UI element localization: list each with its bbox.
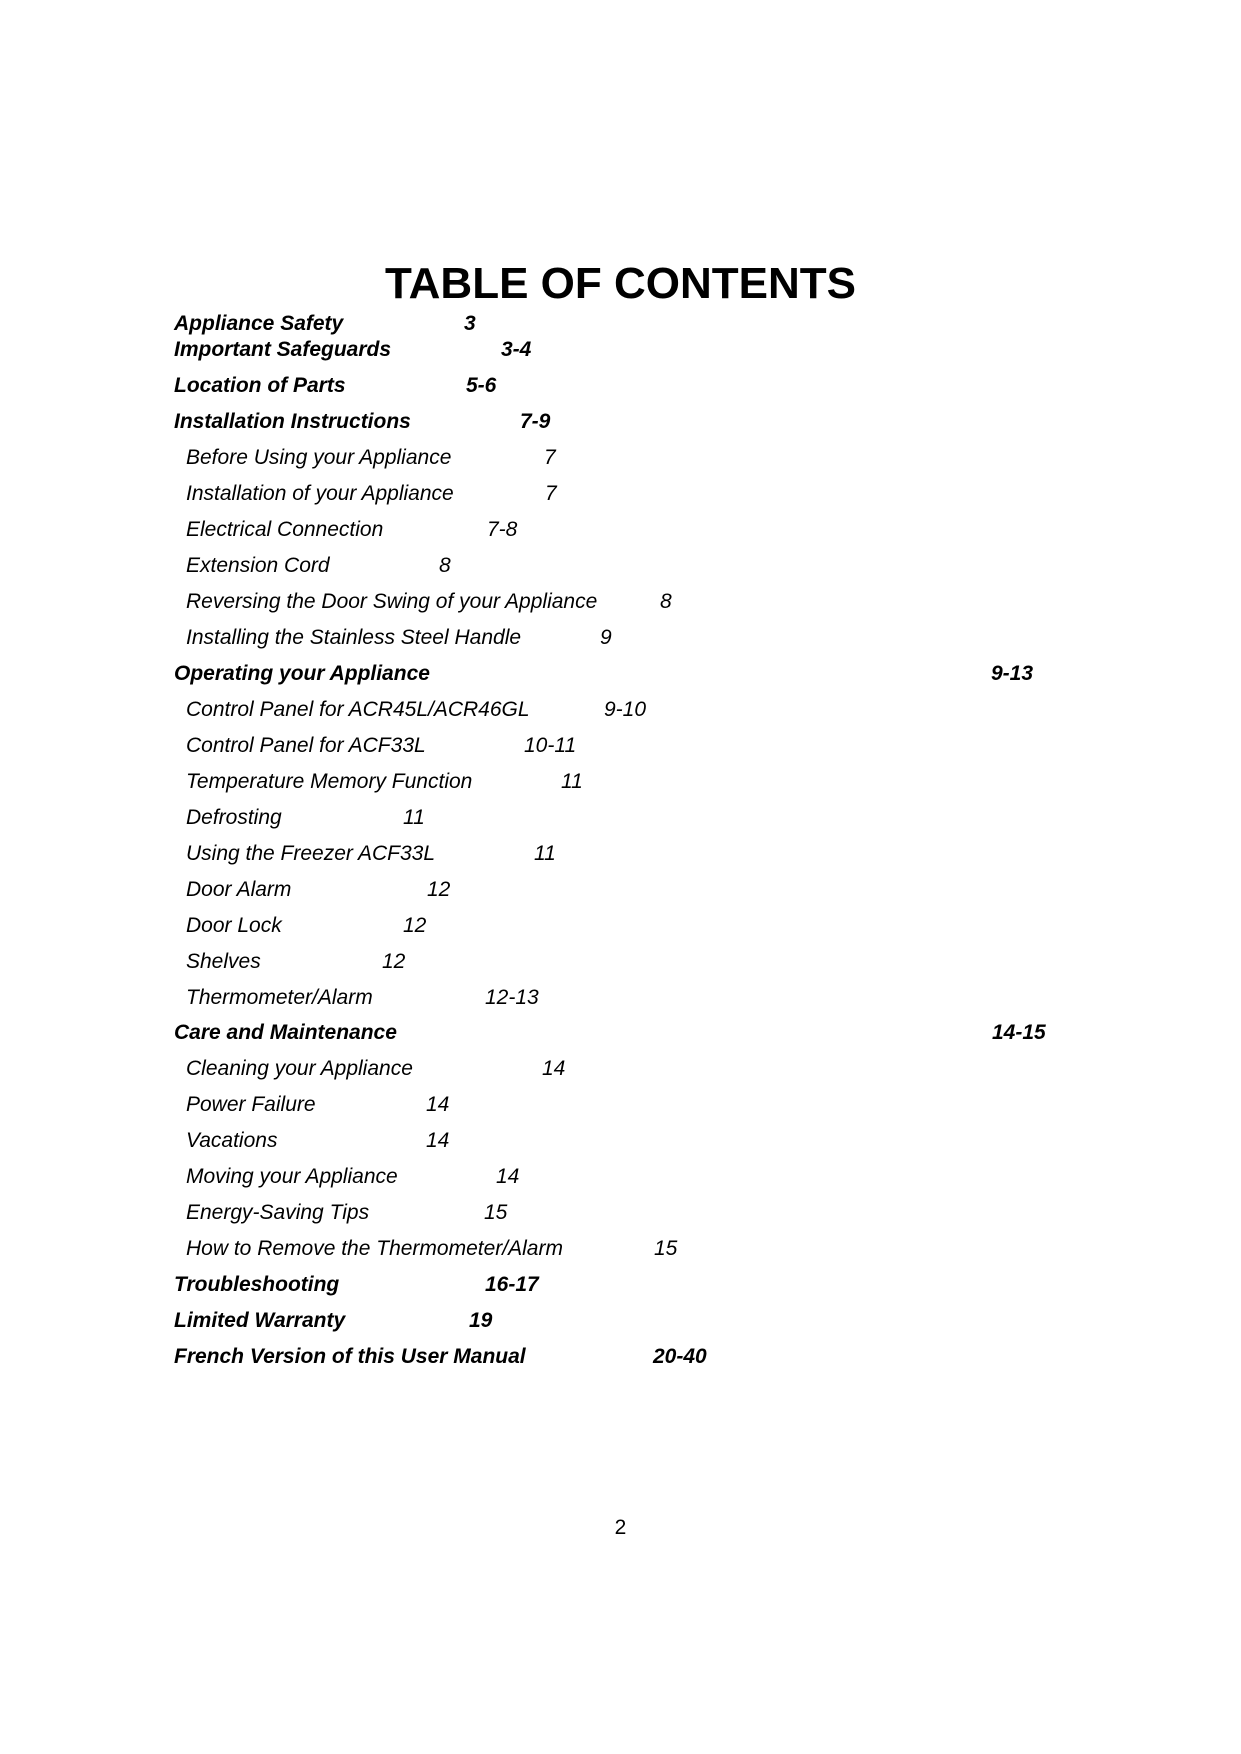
toc-entry-label: Installation of your Appliance <box>186 482 454 505</box>
toc-entry-label: Door Lock <box>186 914 282 937</box>
toc-entry-page: 8 <box>439 554 451 577</box>
toc-entry-label: Important Safeguards <box>174 338 392 361</box>
toc-entry <box>0 731 1241 761</box>
toc-entry-label: Power Failure <box>186 1093 316 1116</box>
toc-entry-label: Vacations <box>186 1129 278 1152</box>
toc-entry-page: 20-40 <box>653 1345 707 1368</box>
toc-entry-label: Defrosting <box>186 806 282 829</box>
toc-entry-page: 15 <box>654 1237 678 1260</box>
toc-entry-page: 19 <box>469 1309 493 1332</box>
toc-entry-label: Door Alarm <box>186 878 292 901</box>
toc-entry-page: 11 <box>561 770 583 793</box>
toc-entry-page: 7-9 <box>520 410 551 433</box>
toc-entry-page: 3 <box>464 312 476 335</box>
toc-entry-label: Shelves <box>186 950 261 973</box>
toc-entry-page: 9-13 <box>991 662 1034 685</box>
toc-entry-page: 11 <box>403 806 425 829</box>
toc-entry-label: Appliance Safety <box>174 312 344 335</box>
toc-entry-page: 10-11 <box>524 734 577 757</box>
toc-entry-label: Using the Freezer ACF33L <box>186 842 435 865</box>
toc-entry-label: Electrical Connection <box>186 518 384 541</box>
toc-entry-page: 14-15 <box>992 1021 1046 1044</box>
toc-entry-page: 12 <box>382 950 406 973</box>
toc-entry-page: 7 <box>544 446 556 469</box>
toc-entry <box>0 479 1241 509</box>
toc-entry-label: Control Panel for ACF33L <box>186 734 426 757</box>
toc-entry-page: 3-4 <box>501 338 532 361</box>
toc-entry-page: 5-6 <box>466 374 497 397</box>
toc-entry <box>0 515 1241 545</box>
toc-entry-page: 12 <box>427 878 451 901</box>
toc-entry-page: 14 <box>426 1129 450 1152</box>
toc-entry-page: 14 <box>496 1165 520 1188</box>
toc-entry-label: Care and Maintenance <box>174 1021 397 1044</box>
toc-entry-label: Installation Instructions <box>174 410 411 433</box>
toc-entry-label: Reversing the Door Swing of your Appliance <box>186 590 598 613</box>
toc-entry <box>0 1306 1241 1336</box>
toc-entry <box>0 983 1241 1013</box>
toc-entry-label: Thermometer/Alarm <box>186 986 373 1009</box>
toc-entry-label: Location of Parts <box>174 374 346 397</box>
toc-entry <box>0 839 1241 869</box>
toc-entry-label: Temperature Memory Function <box>186 770 473 793</box>
toc-entry <box>0 947 1241 977</box>
toc-entry-label: Extension Cord <box>186 554 330 577</box>
toc-entry <box>0 335 1241 365</box>
toc-entry-label: Control Panel for ACR45L/ACR46GL <box>186 698 530 721</box>
toc-entry <box>0 551 1241 581</box>
page-number: 2 <box>614 1516 627 1539</box>
toc-entry-label: Energy-Saving Tips <box>186 1201 370 1224</box>
toc-entry-page: 15 <box>484 1201 508 1224</box>
toc-entry-label: Limited Warranty <box>174 1309 346 1332</box>
toc-entry <box>0 587 1241 617</box>
toc-entry-label: Cleaning your Appliance <box>186 1057 413 1080</box>
toc-entry-page: 7 <box>545 482 557 505</box>
toc-entry <box>0 371 1241 401</box>
toc-entry <box>0 695 1241 725</box>
toc-entry-page: 14 <box>426 1093 450 1116</box>
toc-entry <box>0 623 1241 653</box>
toc-entry-page: 16-17 <box>485 1273 539 1296</box>
toc-entry <box>0 911 1241 941</box>
toc-entry <box>0 1054 1241 1084</box>
toc-entry <box>0 1018 1241 1048</box>
toc-entry-label: Operating your Appliance <box>174 662 430 685</box>
toc-entry <box>0 1198 1241 1228</box>
toc-entry <box>0 1126 1241 1156</box>
toc-entry-label: How to Remove the Thermometer/Alarm <box>186 1237 563 1260</box>
toc-entry-page: 7-8 <box>487 518 518 541</box>
toc-entry <box>0 767 1241 797</box>
toc-entry <box>0 443 1241 473</box>
toc-entry <box>0 1234 1241 1264</box>
toc-entry <box>0 407 1241 437</box>
toc-entry <box>0 875 1241 905</box>
toc-entry-page: 9 <box>600 626 612 649</box>
toc-entry-page: 12-13 <box>485 986 539 1009</box>
toc-entry-label: Before Using your Appliance <box>186 446 452 469</box>
toc-entry-page: 11 <box>534 842 556 865</box>
toc-entry-label: French Version of this User Manual <box>174 1345 526 1368</box>
toc-entry-page: 12 <box>403 914 427 937</box>
page-title: TABLE OF CONTENTS <box>385 259 856 308</box>
toc-entry-page: 8 <box>660 590 672 613</box>
toc-entry <box>0 1270 1241 1300</box>
toc-entry-label: Installing the Stainless Steel Handle <box>186 626 522 649</box>
toc-entry <box>0 659 1241 689</box>
toc-entry <box>0 1090 1241 1120</box>
toc-entry-label: Moving your Appliance <box>186 1165 398 1188</box>
toc-entry <box>0 1342 1241 1372</box>
toc-entry <box>0 803 1241 833</box>
toc-entry-page: 14 <box>542 1057 566 1080</box>
toc-entry-page: 9-10 <box>604 698 647 721</box>
toc-entry <box>0 1162 1241 1192</box>
toc-entry-label: Troubleshooting <box>174 1273 340 1296</box>
